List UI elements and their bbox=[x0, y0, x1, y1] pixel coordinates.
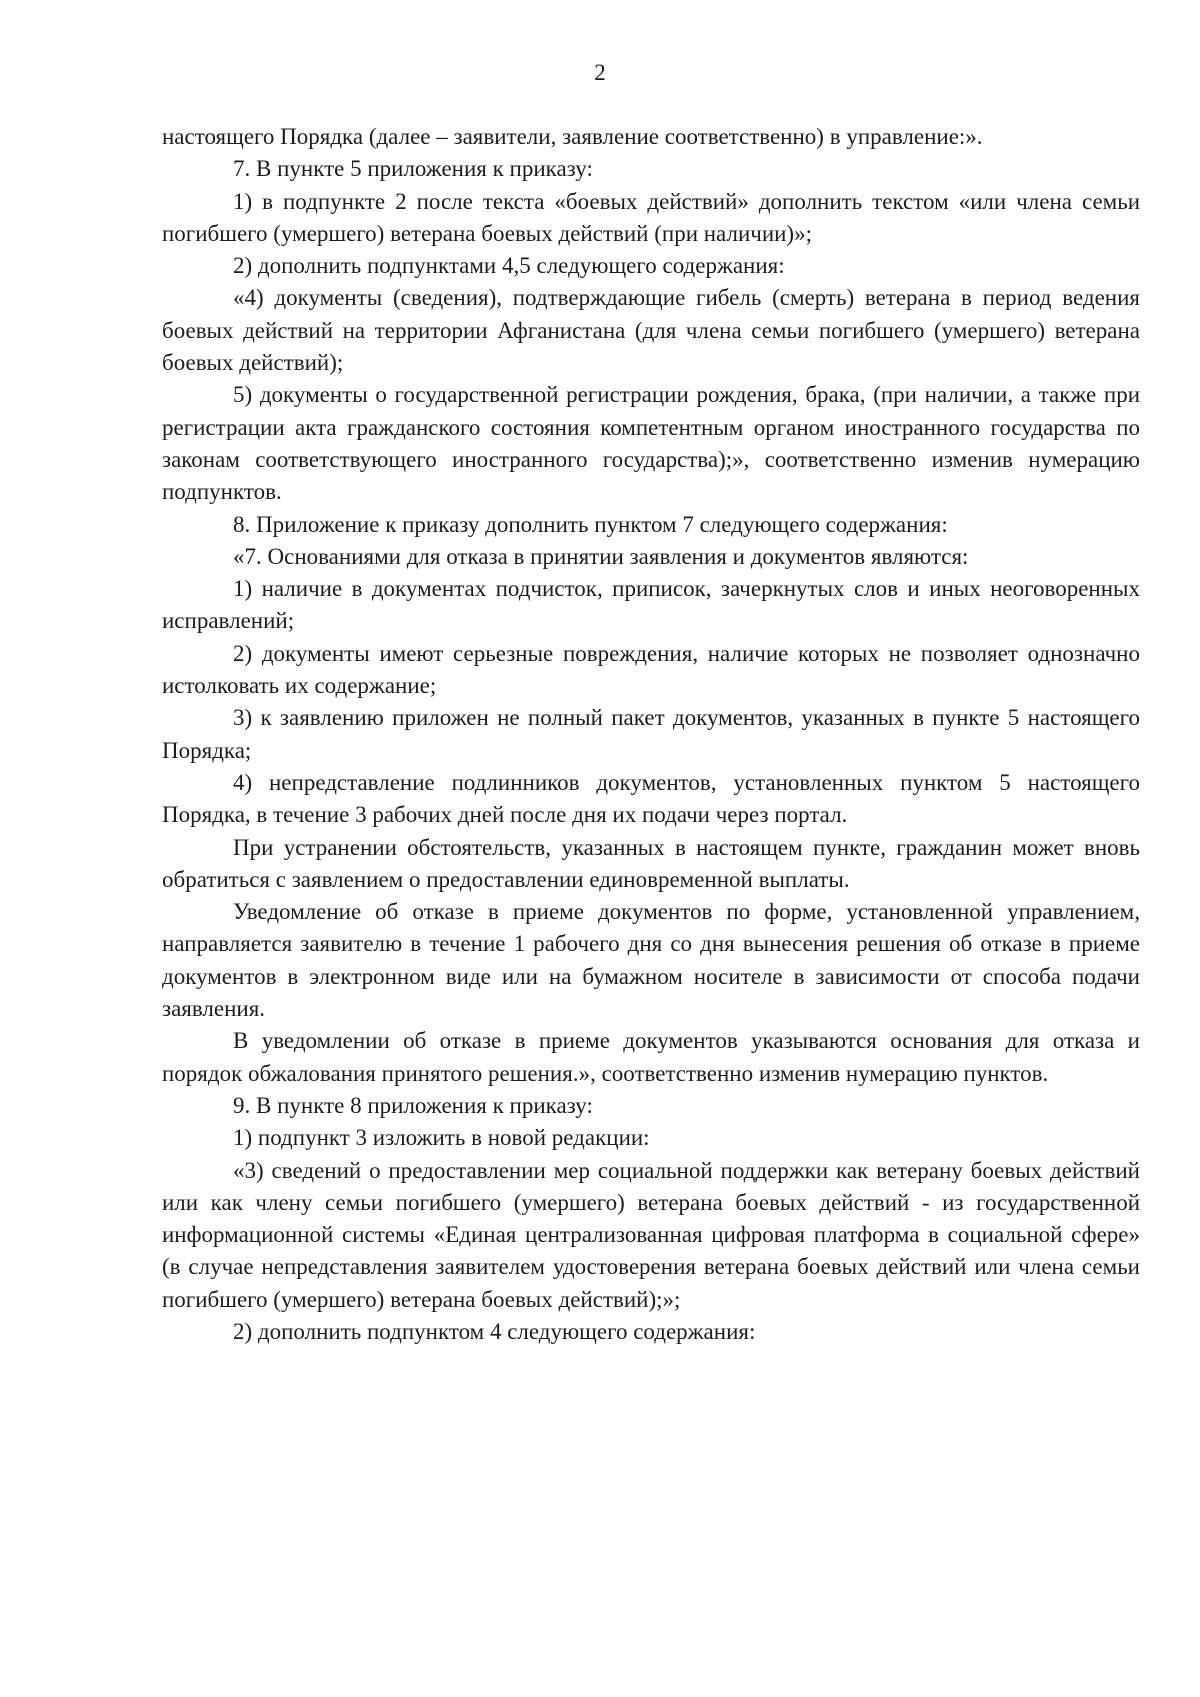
paragraph: «3) сведений о предоставлении мер социальной поддержки как ветерану боевых действий или как члену семьи погибшего (умершего) ветерана боевых действий - из государственной информационной системы «Единая централизованная цифровая платформа в социальной сфере» (в случае непредставления заявителем удостоверения ветерана боевых действий или члена семьи погибшего (умершего) ветерана боевых действий);»; bbox=[162, 1157, 1140, 1312]
document-body bbox=[162, 121, 1140, 1348]
paragraph: настоящего Порядка (далее – заявители, заявление соответственно) в управление:». bbox=[162, 124, 983, 149]
paragraph: 7. В пункте 5 приложения к приказу: bbox=[233, 156, 593, 182]
paragraph: Уведомление об отказе в приеме документов по форме, установленной управлением, направляется заявителю в течение 1 рабочего дня со дня вынесения решения об отказе в приеме документов в электронном виде или на бумажном носителе в зависимости от способа подачи заявления. bbox=[162, 899, 1140, 1022]
paragraph: 1) наличие в документах подчисток, приписок, зачеркнутых слов и иных неоговоренных исправлений; bbox=[162, 576, 1140, 634]
paragraph: 1) в подпункте 2 после текста «боевых действий» дополнить текстом «или члена семьи погибшего (умершего) ветерана боевых действий (при наличии)»; bbox=[162, 188, 1140, 246]
paragraph: 2) дополнить подпунктами 4,5 следующего содержания: bbox=[233, 253, 785, 279]
paragraph: 1) подпункт 3 изложить в новой редакции: bbox=[233, 1125, 650, 1151]
paragraph: 2) документы имеют серьезные повреждения, наличие которых не позволяет однозначно истолковать их содержание; bbox=[162, 640, 1140, 699]
paragraph: 9. В пункте 8 приложения к приказу: bbox=[233, 1092, 593, 1118]
page-number: 2 bbox=[594, 60, 606, 85]
paragraph: 8. Приложение к приказу дополнить пунктом 7 следующего содержания: bbox=[233, 511, 948, 537]
paragraph: В уведомлении об отказе в приеме документов указываются основания для отказа и порядок обжалования принятого решения.», соответственно изменив нумерацию пунктов. bbox=[162, 1028, 1140, 1086]
paragraph: 2) дополнить подпунктом 4 следующего содержания: bbox=[233, 1318, 756, 1344]
paragraph: 5) документы о государственной регистрации рождения, брака, (при наличии, а также при регистрации акта гражданского состояния компетентным органом иностранного государства по законам соответствующего иностранного государства);», соответственно изменив нумерацию подпунктов. bbox=[162, 382, 1140, 505]
paragraph: При устранении обстоятельств, указанных в настоящем пункте, гражданин может вновь обратиться с заявлением о предоставлении единовременной выплаты. bbox=[162, 834, 1140, 892]
paragraph: 3) к заявлению приложен не полный пакет документов, указанных в пункте 5 настоящего Порядка; bbox=[162, 705, 1140, 763]
paragraph: 4) непредставление подлинников документов, установленных пунктом 5 настоящего Порядка, в течение 3 рабочих дней после дня их подачи через портал. bbox=[162, 769, 1140, 828]
paragraph: «7. Основаниями для отказа в принятии заявления и документов являются: bbox=[233, 543, 969, 569]
paragraph: «4) документы (сведения), подтверждающие гибель (смерть) ветерана в период ведения боевых действий на территории Афганистана (для члена семьи погибшего (умершего) ветерана боевых действий); bbox=[162, 285, 1140, 376]
